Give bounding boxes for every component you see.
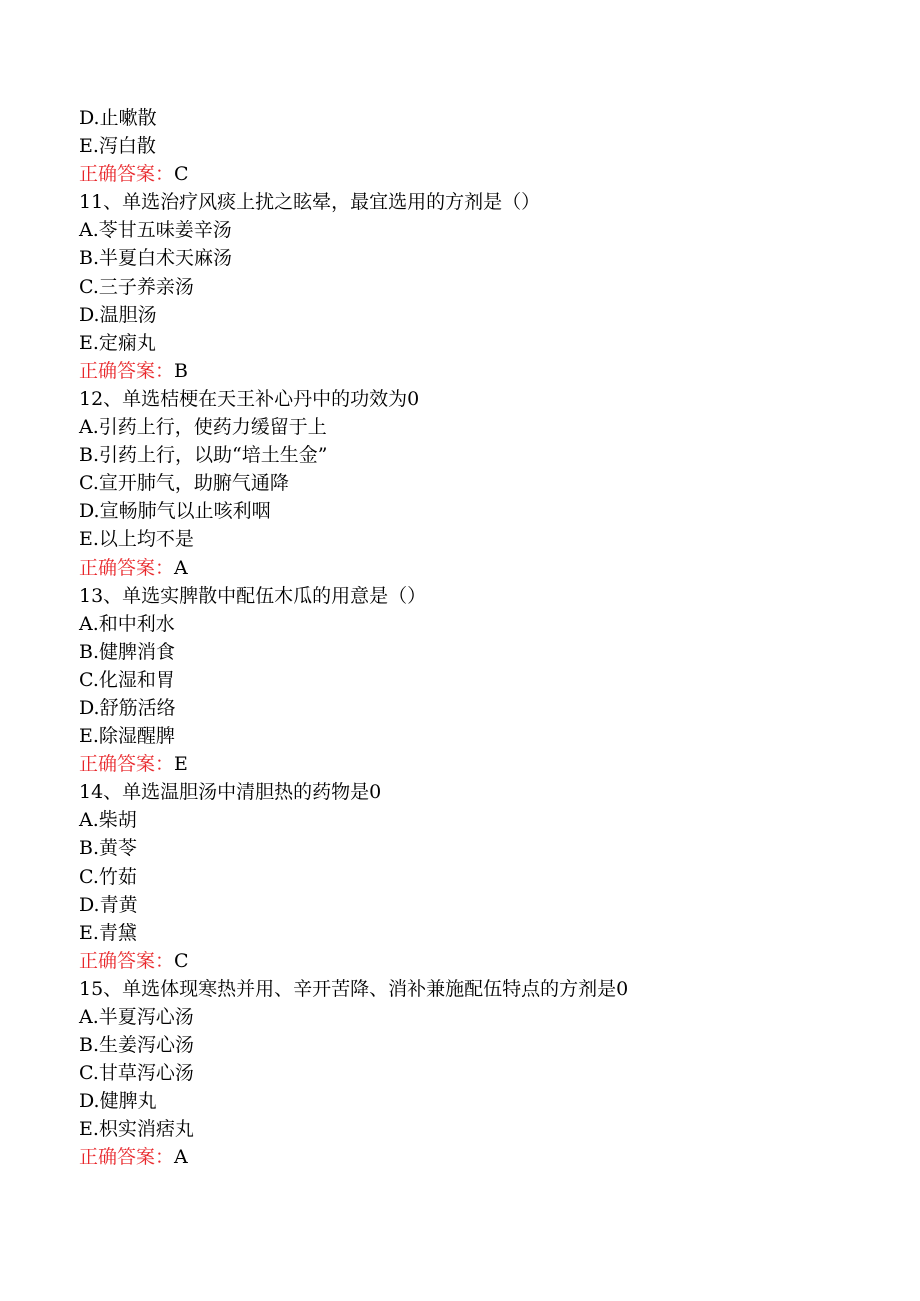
answer-line [79, 160, 879, 188]
option-line: B.半夏白术天麻汤 [79, 247, 233, 270]
option-line: D.宣畅肺气以止咳利咽 [79, 500, 271, 523]
option-line: D.温胆汤 [79, 303, 157, 326]
answer-value: C [174, 163, 189, 186]
option-line: A.柴胡 [79, 809, 137, 832]
option-line: D.舒筋活络 [79, 696, 176, 719]
answer-line [79, 947, 879, 975]
question-stem: 13、单选实脾散中配伍木瓜的用意是（） [79, 584, 427, 607]
option-line: E.泻白散 [79, 135, 156, 158]
answer-label: 正确答案： [79, 359, 175, 382]
option-line: D.健脾丸 [79, 1090, 157, 1113]
answer-value: C [174, 949, 189, 972]
question-11 [79, 188, 879, 385]
option-line: E.定痫丸 [79, 331, 156, 354]
option-line: C.竹茹 [79, 865, 137, 888]
option-line: E.枳实消痞丸 [79, 1118, 194, 1141]
option-line: B.健脾消食 [79, 640, 176, 663]
answer-line [79, 750, 879, 778]
option-line: C.三子养亲汤 [79, 275, 194, 298]
answer-line [79, 1143, 879, 1171]
option-line: A.和中利水 [79, 612, 175, 635]
option-line: A.引药上行，使药力缓留于上 [79, 416, 327, 439]
answer-value: A [174, 556, 188, 579]
option-line: B.生姜泻心汤 [79, 1034, 195, 1057]
answer-label: 正确答案： [79, 163, 175, 186]
option-line: B.引药上行，以助“培土生金” [79, 444, 328, 467]
option-line: D.止嗽散 [79, 107, 157, 129]
question-stem: 14、单选温胆汤中清胆热的药物是0 [79, 781, 382, 804]
answer-value: E [174, 753, 188, 776]
option-line: A.半夏泻心汤 [79, 1006, 194, 1028]
option-line: C.甘草泻心汤 [79, 1062, 194, 1085]
question-15 [79, 975, 879, 1172]
option-line: C.化湿和胃 [79, 668, 175, 691]
option-line: E.青黛 [79, 921, 137, 944]
answer-value: A [174, 1146, 188, 1169]
answer-label: 正确答案： [79, 1146, 175, 1169]
question-12 [79, 385, 879, 582]
question-13 [79, 582, 879, 779]
option-line: A.苓甘五味姜辛汤 [79, 219, 232, 242]
option-line: C.宣开肺气，助腑气通降 [79, 472, 289, 495]
partial-question [79, 104, 879, 188]
option-line: E.以上均不是 [79, 528, 194, 551]
answer-line [79, 554, 879, 582]
question-stem: 11、单选治疗风痰上扰之眩晕，最宜选用的方剂是（） [79, 191, 541, 214]
option-line: B.黄苓 [79, 837, 138, 860]
answer-value: B [174, 359, 188, 382]
answer-label: 正确答案： [79, 949, 175, 972]
answer-label: 正确答案： [79, 753, 175, 776]
answer-label: 正确答案： [79, 556, 175, 579]
option-line: D.青黄 [79, 893, 138, 916]
question-stem: 15、单选体现寒热并用、辛开苦降、消补兼施配伍特点的方剂是0 [79, 977, 629, 1000]
question-stem: 12、单选桔梗在天王补心丹中的功效为0 [79, 387, 420, 410]
question-14 [79, 778, 879, 975]
answer-line [79, 357, 879, 385]
document-body [79, 104, 879, 1172]
option-line: E.除湿醒脾 [79, 725, 175, 748]
